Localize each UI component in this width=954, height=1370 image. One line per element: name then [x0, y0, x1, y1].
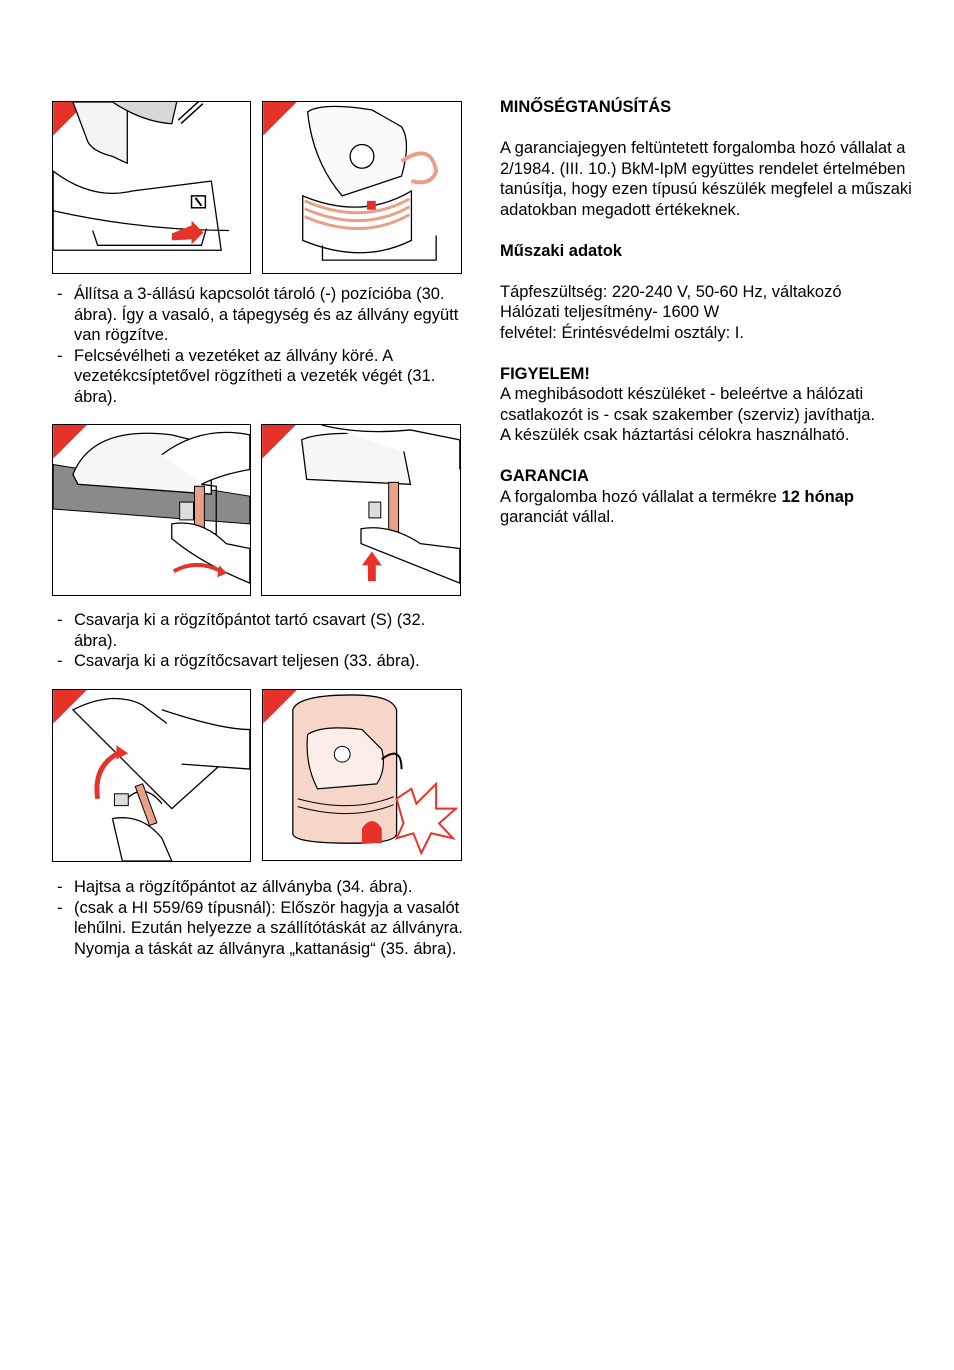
figure-31 [262, 101, 462, 274]
tech-heading: Műszaki adatok [500, 241, 622, 260]
cord-wrap-illustration [263, 102, 461, 273]
fold-bracket-illustration [53, 690, 250, 861]
figure-35 [262, 689, 462, 861]
unscrew-screw-illustration [53, 425, 250, 595]
warning-text: A meghibásodott készüléket - beleértve a hálózati csatlakozót is - csak szakember (szerviz) javíthatja. [500, 385, 876, 424]
figure-34 [52, 689, 251, 862]
guarantee-duration: 12 hónap [781, 487, 855, 506]
list-item: - Hajtsa a rögzítőpántot az állványba (34. ábra). [54, 877, 464, 898]
carry-case-illustration [263, 690, 461, 860]
right-column [500, 97, 920, 528]
instruction-list-3 [54, 877, 464, 959]
warning-heading: FIGYELEM! [500, 364, 590, 383]
tech-line: felvétel: Érintésvédelmi osztály: I. [500, 323, 744, 342]
list-item: - Csavarja ki a rögzítőcsavart teljesen (33. ábra). [54, 651, 464, 672]
instruction-list-1 [54, 284, 464, 407]
guarantee-text: A forgalomba hozó vállalat a termékre 12 hónap garanciát vállal. [500, 487, 855, 526]
instruction-list-2 [54, 610, 464, 672]
household-text: A készülék csak háztartási célokra használható. [500, 426, 850, 444]
iron-base-switch-illustration [53, 102, 250, 273]
list-item: - (csak a HI 559/69 típusnál): Először hagyja a vasalót lehűlni. Ezután helyezze a szállítótáskát az állványra. Nyomja a táskát az állványra „kattanásig“ (35. ábra). [54, 898, 464, 960]
list-item: - Csavarja ki a rögzítőpántot tartó csavart (S) (32. ábra). [54, 610, 464, 651]
figure-30 [52, 101, 251, 274]
list-item: - Állítsa a 3-állású kapcsolót tároló (-) pozícióba (30. ábra). Így a vasaló, a tápegység és az állvány együtt van rögzítve. [54, 284, 464, 346]
list-item: - Felcsévélheti a vezetéket az állvány köré. A vezetékcsíptetővel rögzítheti a vezeték végét (31. ábra). [54, 346, 464, 408]
tech-line: Hálózati teljesítmény- 1600 W [500, 303, 720, 321]
guarantee-heading: GARANCIA [500, 467, 589, 485]
remove-screw-illustration [262, 425, 460, 595]
figure-33 [261, 424, 461, 596]
tech-line: Tápfeszültség: 220-240 V, 50-60 Hz, váltakozó [500, 282, 842, 301]
quality-text: A garanciajegyen feltüntetett forgalomba hozó vállalat a 2/1984. (III. 10.) BkM-IpM együttes rendelet értelmében tanúsítja, hogy ezen típusú készülék megfelel a műszaki adatokban megadott értékeknek. [500, 139, 912, 219]
quality-heading: MINŐSÉGTANÚSÍTÁS [500, 98, 672, 116]
figure-32 [52, 424, 251, 596]
